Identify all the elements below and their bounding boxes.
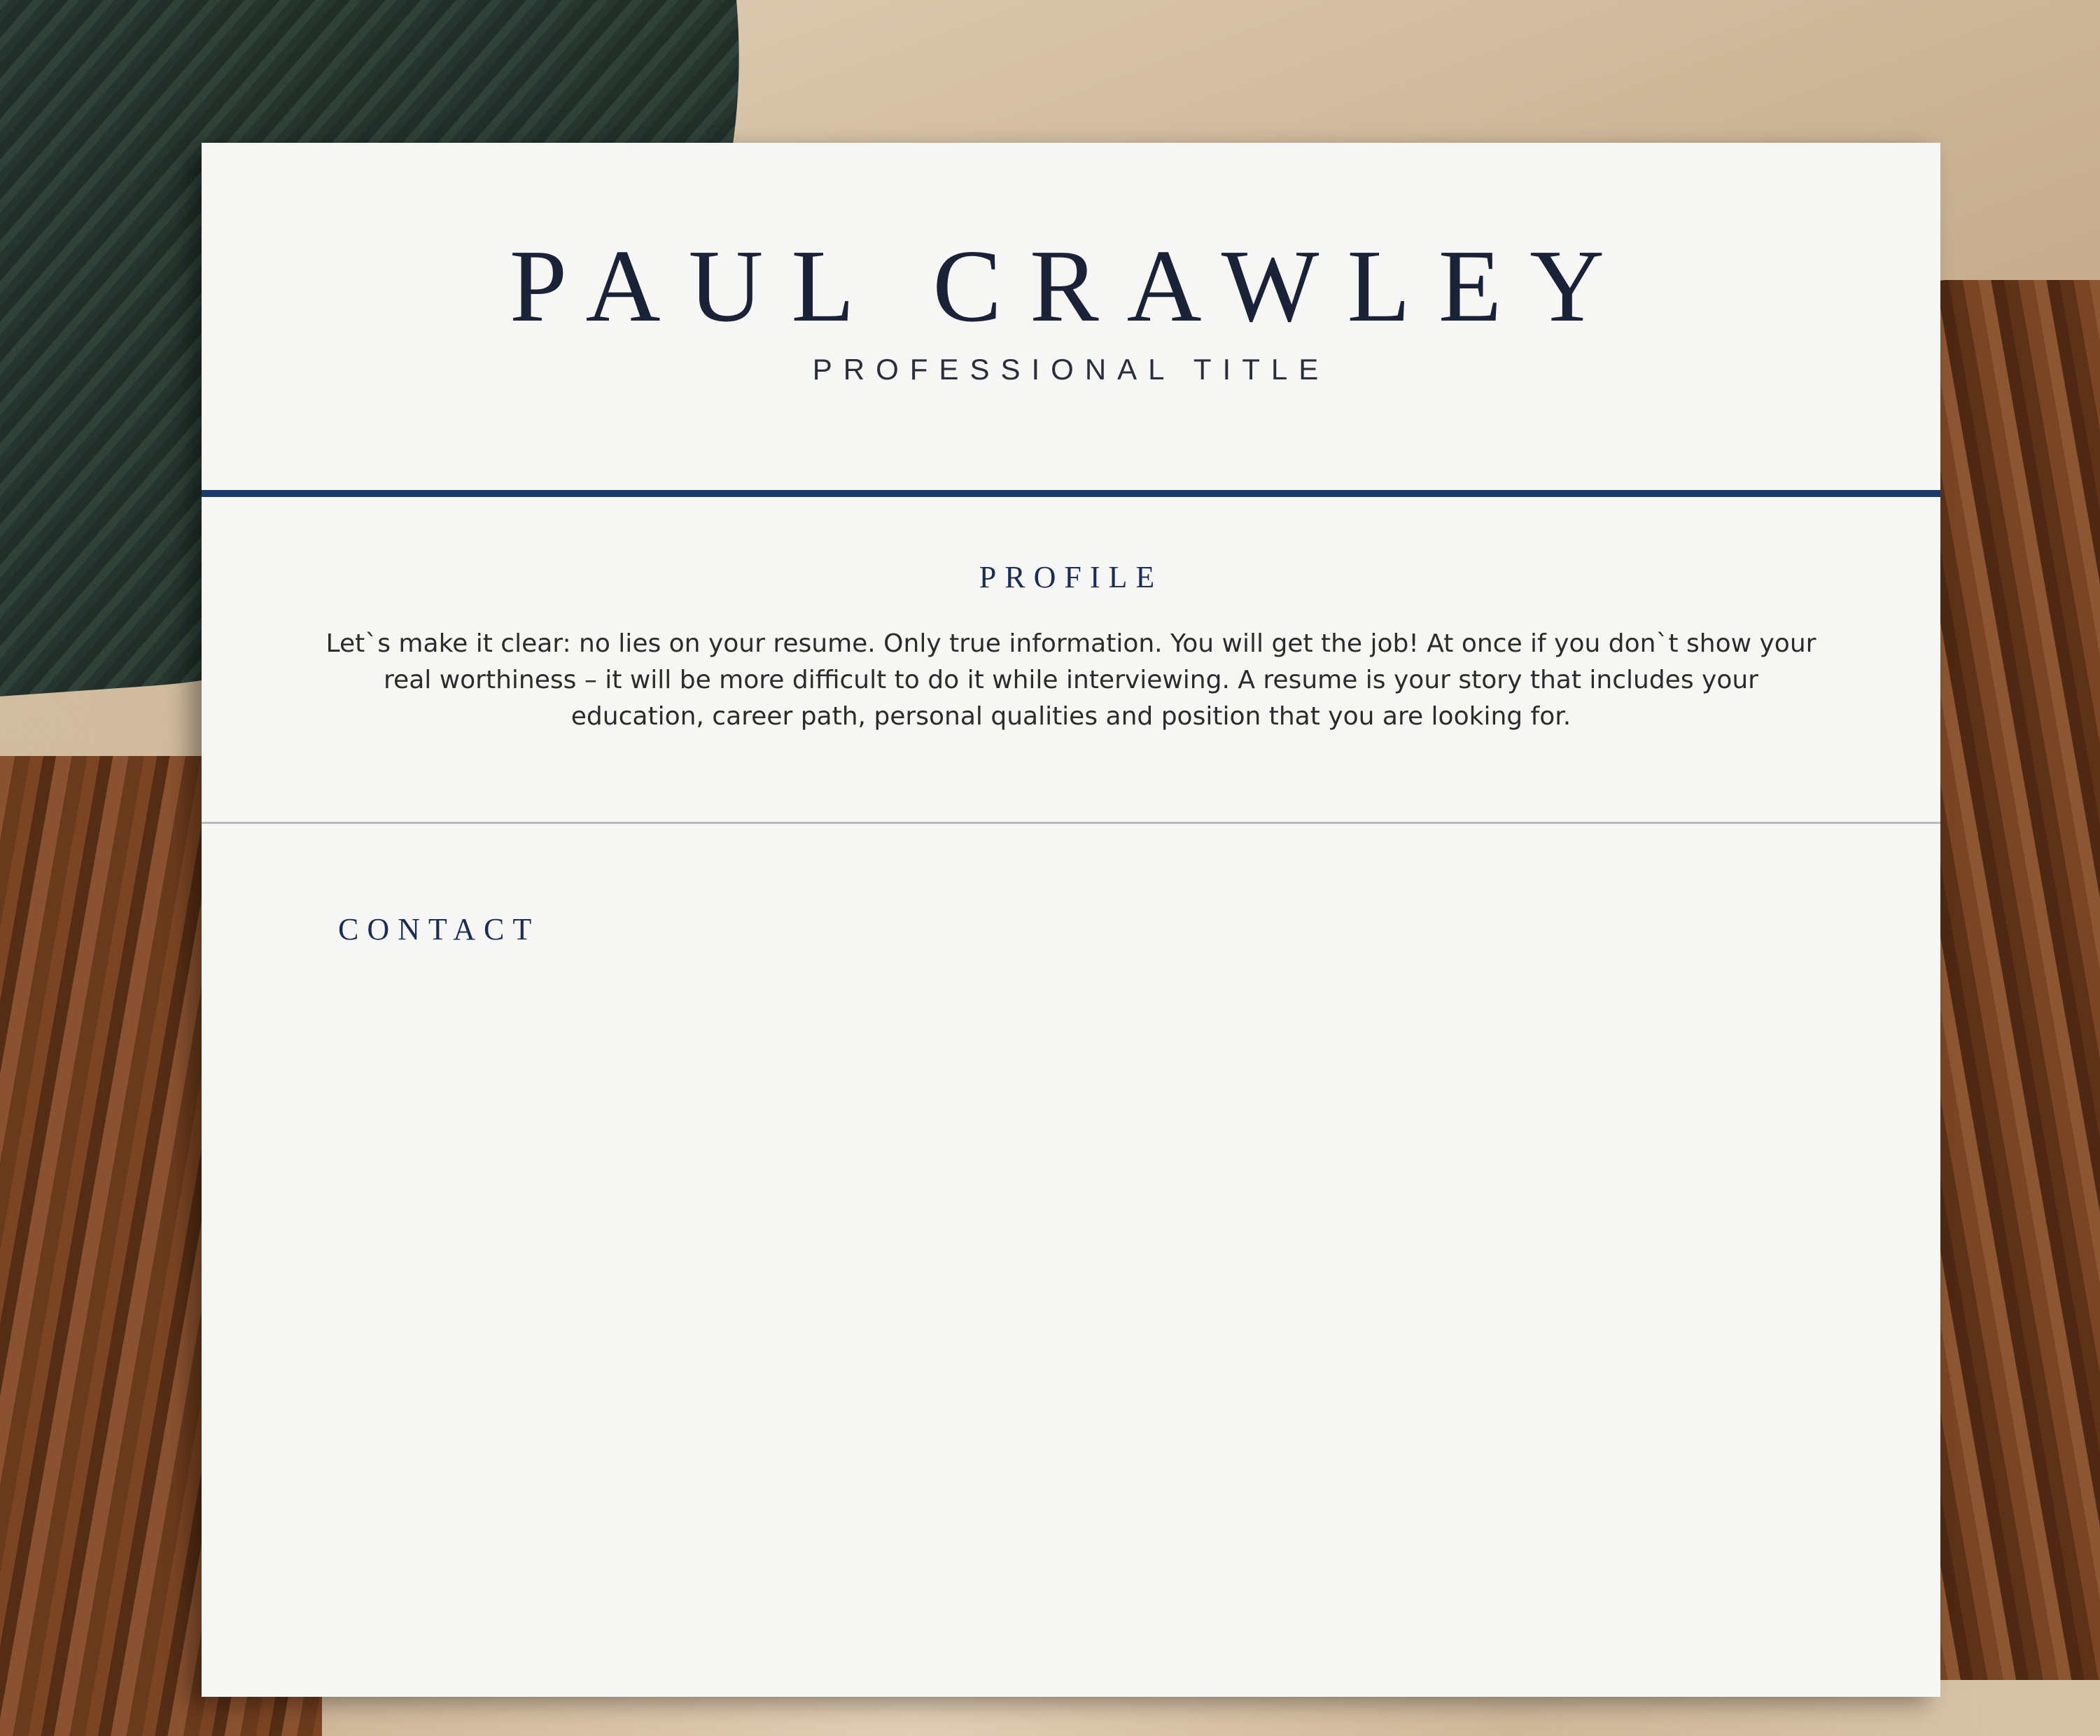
section-divider [202, 822, 1940, 824]
profile-heading: PROFILE [979, 560, 1163, 594]
profile-text: Let`s make it clear: no lies on your resume. Only true information. You will get the job! At once if you don`t show your real worthiness – it will be more difficult to do it while interviewing. A resume is your story that includes your education, career path, personal qualities and position that you are looking for. [326, 629, 1816, 731]
resume-name: PAUL CRAWLEY [509, 229, 1633, 344]
background-wood-right [1918, 280, 2100, 1680]
header-divider [202, 490, 1940, 497]
professional-title: PROFESSIONAL TITLE [812, 353, 1330, 386]
resume-sheet [202, 143, 1940, 1697]
contact-heading: CONTACT [338, 912, 540, 946]
